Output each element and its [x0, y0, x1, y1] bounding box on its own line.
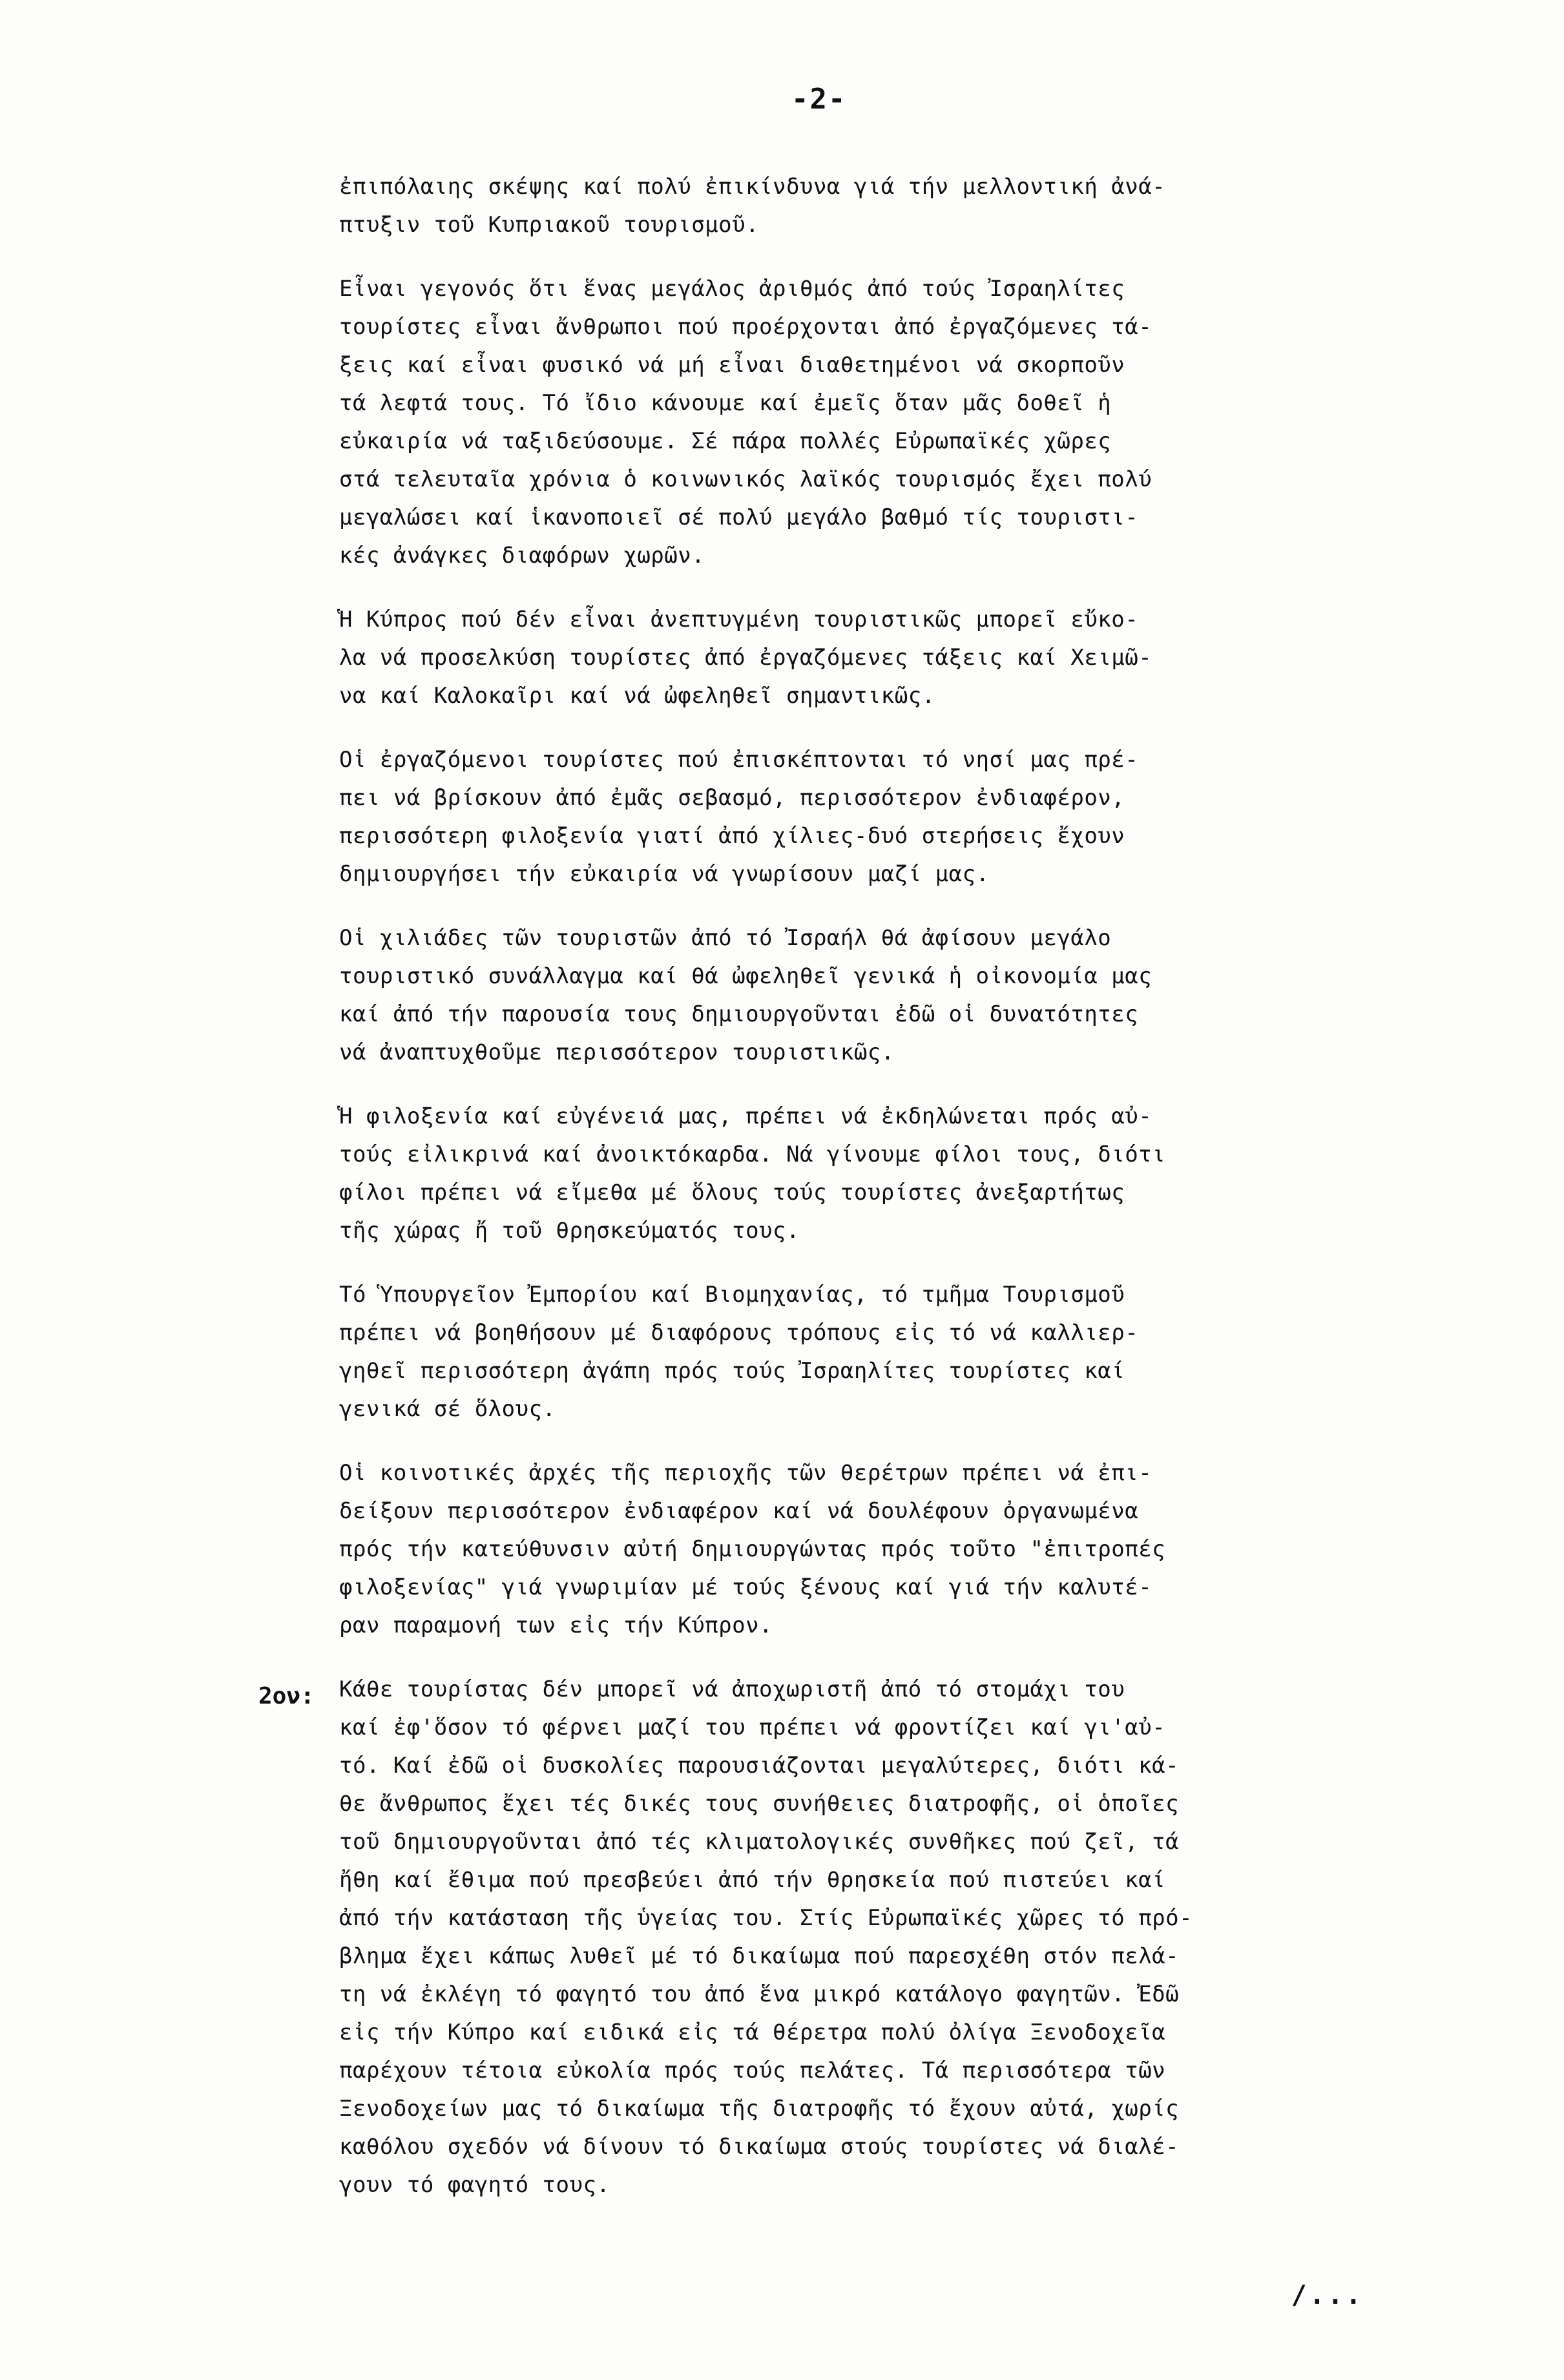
text-line: καί ἀπό τήν παρουσία τους δημιουργοῦνται ἐδῶ οἱ δυνατότητες: [339, 1001, 1139, 1027]
text-line: νά ἀναπτυχθοῦμε περισσότερον τουριστικῶς.: [339, 1039, 895, 1065]
paragraph: [339, 1276, 1424, 1428]
paragraph: [339, 1671, 1424, 2204]
text-line: τη νά ἐκλέγη τό φαγητό του ἀπό ἕνα μικρό κατάλογο φαγητῶν. Ἐδῶ: [339, 1981, 1180, 2007]
margin-note: 2ον:: [258, 1683, 315, 1709]
text-line: τά λεφτά τους. Τό ἴδιο κάνουμε καί ἐμεῖς ὅταν μᾶς δοθεῖ ἡ: [339, 390, 1112, 416]
text-line: κές ἀνάγκες διαφόρων χωρῶν.: [339, 543, 705, 569]
text-line: Τό Ὑπουργεῖον Ἐμπορίου καί Βιομηχανίας, τό τμῆμα Τουρισμοῦ: [339, 1282, 1125, 1308]
text-line: δείξουν περισσότερον ἐνδιαφέρον καί νά δουλέφουν ὀργανωμένα: [339, 1498, 1139, 1524]
text-line: εὐκαιρία νά ταξιδεύσουμε. Σέ πάρα πολλές Εὐρωπαϊκές χῶρες: [339, 428, 1112, 454]
text-line: παρέχουν τέτοια εὐκολία πρός τούς πελάτες. Τά περισσότερα τῶν: [339, 2058, 1166, 2083]
paragraph: [339, 270, 1424, 575]
text-line: τούς εἰλικρινά καί ἀνοικτόκαρδα. Νά γίνουμε φίλοι τους, διότι: [339, 1142, 1166, 1167]
continuation-mark: /...: [1291, 2281, 1364, 2310]
paragraph: [339, 1454, 1424, 1645]
text-line: πει νά βρίσκουν ἀπό ἐμᾶς σεβασμό, περισσότερον ἐνδιαφέρον,: [339, 785, 1125, 811]
text-line: καθόλου σχεδόν νά δίνουν τό δικαίωμα στούς τουρίστες νά διαλέ-: [339, 2134, 1180, 2160]
text-line: να καί Καλοκαῖρι καί νά ὠφεληθεῖ σημαντικῶς.: [339, 683, 935, 709]
paragraph: [339, 168, 1424, 244]
text-line: Οἱ κοινοτικές ἀρχές τῆς περιοχῆς τῶν θερέτρων πρέπει νά ἐπι-: [339, 1460, 1152, 1486]
text-line: πρέπει νά βοηθήσουν μέ διαφόρους τρόπους εἰς τό νά καλλιερ-: [339, 1320, 1139, 1346]
text-line: Κάθε τουρίστας δέν μπορεῖ νά ἀποχωριστῆ ἀπό τό στομάχι του: [339, 1676, 1125, 1702]
text-line: φίλοι πρέπει νά εἴμεθα μέ ὅλους τούς τουρίστες ἀνεξαρτήτως: [339, 1180, 1125, 1206]
text-line: γουν τό φαγητό τους.: [339, 2172, 610, 2198]
text-line: γηθεῖ περισσότερη ἀγάπη πρός τούς Ἰσραηλίτες τουρίστες καί: [339, 1358, 1125, 1384]
text-line: ἐπιπόλαιης σκέψης καί πολύ ἐπικίνδυνα γιά τήν μελλοντική ἀνά-: [339, 174, 1166, 200]
text-line: φιλοξενίας" γιά γνωριμίαν μέ τούς ξένους καί γιά τήν καλυτέ-: [339, 1574, 1152, 1600]
text-line: γενικά σέ ὅλους.: [339, 1396, 556, 1422]
text-line: Εἶναι γεγονός ὅτι ἕνας μεγάλος ἀριθμός ἀπό τούς Ἰσραηλίτες: [339, 276, 1125, 302]
text-line: πτυξιν τοῦ Κυπριακοῦ τουρισμοῦ.: [339, 212, 760, 238]
text-line: θε ἄνθρωπος ἔχει τές δικές τους συνήθειες διατροφῆς, οἱ ὁποῖες: [339, 1791, 1180, 1817]
text-line: δημιουργήσει τήν εὐκαιρία νά γνωρίσουν μαζί μας.: [339, 861, 990, 887]
text-line: τῆς χώρας ἤ τοῦ θρησκεύματός τους.: [339, 1218, 800, 1244]
text-line: Ἡ φιλοξενία καί εὐγένειά μας, πρέπει νά ἐκδηλώνεται πρός αὐ-: [339, 1103, 1152, 1129]
paragraph: [339, 601, 1424, 715]
text-line: Ἡ Κύπρος πού δέν εἶναι ἀνεπτυγμένη τουριστικῶς μπορεῖ εὔκο-: [339, 607, 1139, 632]
paragraph: [339, 919, 1424, 1072]
text-line: ξεις καί εἶναι φυσικό νά μή εἶναι διαθετημένοι νά σκορποῦν: [339, 352, 1125, 378]
text-line: καί ἐφ'ὅσον τό φέρνει μαζί του πρέπει νά φροντίζει καί γι'αὐ-: [339, 1715, 1166, 1740]
text-line: ἤθη καί ἔθιμα πού πρεσβεύει ἀπό τήν θρησκεία πού πιστεύει καί: [339, 1867, 1166, 1893]
text-line: περισσότερη φιλοξενία γιατί ἀπό χίλιες-δυό στερήσεις ἔχουν: [339, 823, 1125, 849]
text-line: μεγαλώσει καί ἱκανοποιεῖ σέ πολύ μεγάλο βαθμό τίς τουριστι-: [339, 505, 1139, 530]
text-line: τοῦ δημιουργοῦνται ἀπό τές κλιματολογικές συνθῆκες πού ζεῖ, τά: [339, 1829, 1180, 1855]
text-line: τό. Καί ἐδῶ οἱ δυσκολίες παρουσιάζονται μεγαλύτερες, διότι κά-: [339, 1753, 1180, 1779]
text-line: τουριστικό συνάλλαγμα καί θά ὠφεληθεῖ γενικά ἡ οἰκονομία μας: [339, 963, 1152, 989]
text-line: ἀπό τήν κατάσταση τῆς ὑγείας του. Στίς Εὐρωπαϊκές χῶρες τό πρό-: [339, 1905, 1193, 1931]
text-line: ραν παραμονή των εἰς τήν Κύπρον.: [339, 1613, 773, 1638]
paragraph: [339, 1098, 1424, 1250]
text-line: Οἱ χιλιάδες τῶν τουριστῶν ἀπό τό Ἰσραήλ θά ἀφίσουν μεγάλο: [339, 925, 1112, 951]
text-line: εἰς τήν Κύπρο καί ειδικά εἰς τά θέρετρα πολύ ὀλίγα Ξενοδοχεῖα: [339, 2020, 1166, 2045]
text-line: τουρίστες εἶναι ἄνθρωποι πού προέρχονται ἀπό ἐργαζόμενες τά-: [339, 314, 1152, 340]
document-body: [339, 168, 1424, 2230]
text-line: λα νά προσελκύση τουρίστες ἀπό ἐργαζόμενες τάξεις καί Χειμῶ-: [339, 645, 1152, 671]
text-line: Ξενοδοχείων μας τό δικαίωμα τῆς διατροφῆς τό ἔχουν αὐτά, χωρίς: [339, 2096, 1180, 2122]
text-line: στά τελευταῖα χρόνια ὁ κοινωνικός λαϊκός τουρισμός ἔχει πολύ: [339, 466, 1152, 492]
page-number: -2-: [791, 83, 847, 116]
text-line: Οἱ ἐργαζόμενοι τουρίστες πού ἐπισκέπτονται τό νησί μας πρέ-: [339, 747, 1139, 773]
paragraph: [339, 741, 1424, 893]
text-line: πρός τήν κατεύθυνσιν αὐτή δημιουργώντας πρός τοῦτο "ἐπιτροπές: [339, 1536, 1166, 1562]
text-line: βλημα ἔχει κάπως λυθεῖ μέ τό δικαίωμα πού παρεσχέθη στόν πελά-: [339, 1943, 1180, 1969]
